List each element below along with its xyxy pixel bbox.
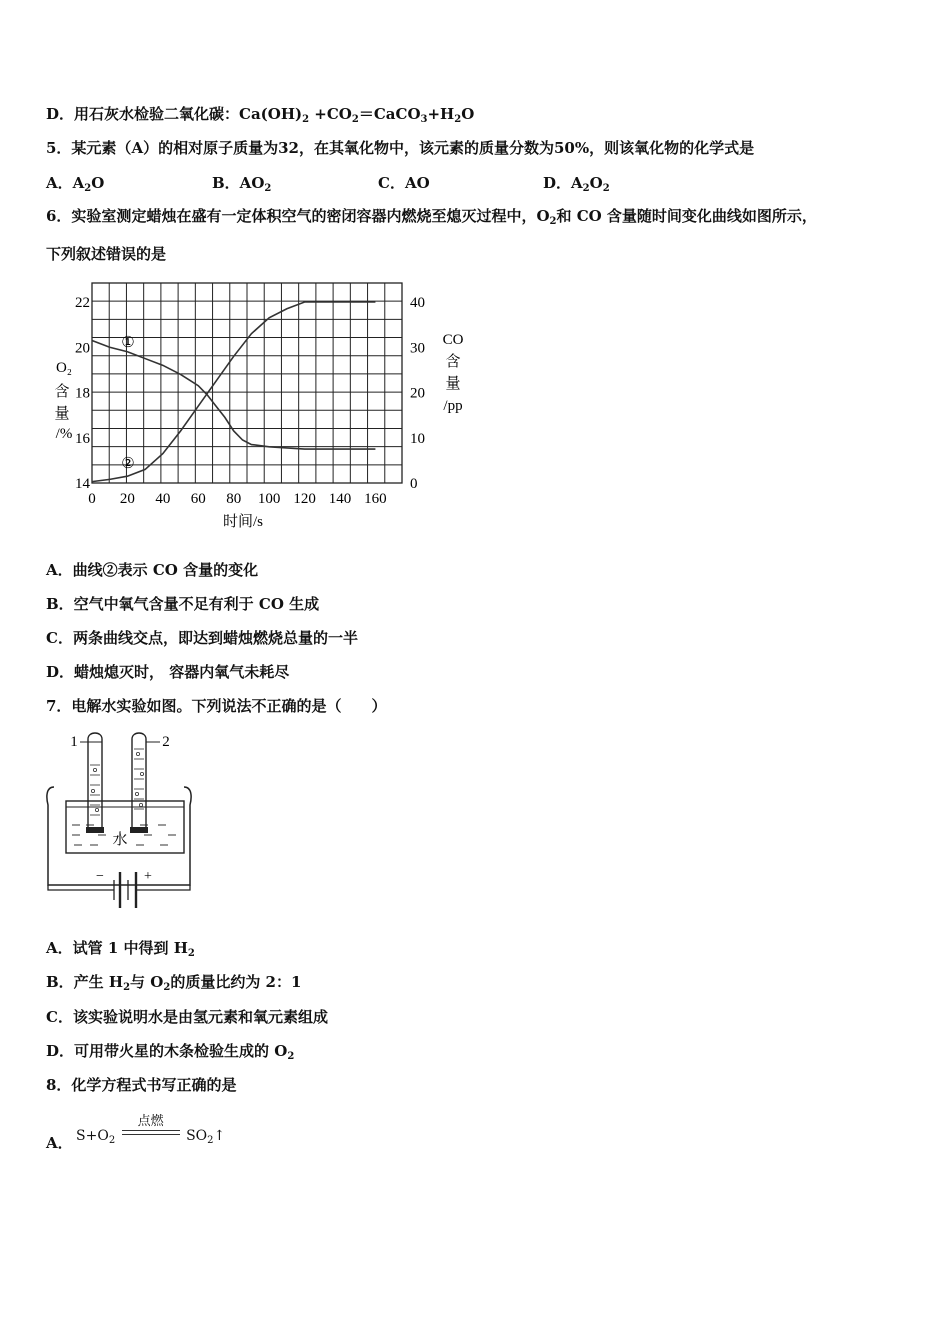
- y-left-tick-label: 22: [75, 295, 90, 311]
- o2-co-chart: [40, 270, 480, 540]
- q7-option-d: D．可用带火星的木条检验生成的 $O_2$: [46, 1042, 295, 1062]
- q7-option-c: C．该实验说明水是由氢元素和氧元素组成: [46, 1008, 328, 1026]
- electrolysis-apparatus-figure: [40, 725, 210, 915]
- x-tick-label: 20: [119, 491, 135, 507]
- q6-option-c: C．两条曲线交点，即达到蜡烛燃烧总量的一半: [46, 629, 358, 647]
- x-tick-label: 100: [257, 491, 281, 507]
- y-left-label-part: 量: [54, 406, 70, 422]
- q6-stem-line1: 6．实验室测定蜡烛在盛有一定体积空气的密闭容器内燃烧至熄灭过程中，$O_2$和 CO 含量随时间变化曲线如图所示，: [46, 207, 817, 227]
- q8-option-a-equation: $S+O_2$ 点燃 $SO_2↑$: [76, 1114, 226, 1146]
- tube-2-label: 2: [162, 734, 170, 750]
- y-right-label-part: 含: [445, 354, 461, 370]
- y-right-tick-label: 10: [410, 430, 425, 447]
- y-left-tick-label: 18: [75, 385, 90, 402]
- x-axis-label: 时间/s: [222, 514, 264, 530]
- y-right-tick-label: 30: [410, 340, 425, 357]
- q7-option-b: B．产生 $H_2$与 $O_2$的质量比约为 2：1: [46, 973, 302, 993]
- y-left-tick-label: 14: [75, 476, 90, 492]
- y-left-tick-label: 16: [75, 430, 90, 447]
- curve-1-marker: ①: [121, 335, 135, 351]
- q8-stem: 8．化学方程式书写正确的是: [46, 1076, 237, 1094]
- y-right-label-part: CO: [442, 332, 464, 348]
- y-left-label-part: /%: [55, 426, 73, 442]
- q5-option-d: D．$A_2O_2$: [543, 174, 610, 194]
- q6-stem-line2: 下列叙述错误的是: [46, 245, 167, 263]
- negative-terminal-label: −: [96, 869, 104, 884]
- tube-1-label: 1: [70, 734, 78, 750]
- x-tick-label: 80: [226, 491, 242, 507]
- y-left-axis-label: [54, 360, 72, 442]
- q5-option-b: B．$AO_2$: [212, 174, 272, 194]
- q7-stem: 7．电解水实验如图。下列说法不正确的是（ ）: [46, 697, 387, 715]
- water-label: 水: [112, 832, 128, 848]
- curve-2-marker: ②: [121, 456, 135, 472]
- x-tick-label: 120: [293, 491, 316, 507]
- q6-option-d: D．蜡烛熄灭时， 容器内氧气未耗尽: [46, 663, 290, 681]
- q5-option-c: C．AO: [378, 174, 430, 192]
- y-right-tick-label: 0: [410, 476, 418, 492]
- y-right-label-part: 量: [445, 376, 461, 392]
- y-left-label-part: 含: [54, 384, 70, 400]
- positive-terminal-label: +: [144, 869, 152, 884]
- x-tick-label: 40: [155, 491, 171, 507]
- x-tick-label: 60: [190, 491, 206, 507]
- x-tick-label: 160: [364, 491, 387, 507]
- q7-option-a: A．试管 1 中得到 $H_2$: [46, 939, 195, 959]
- q5-stem: 5．某元素（A）的相对原子质量为32，在其氧化物中，该元素的质量分数为50%，则该氧化物的化学式是: [46, 139, 755, 157]
- q6-option-a: A．曲线②表示 CO 含量的变化: [46, 561, 259, 579]
- q6-option-b: B．空气中氧气含量不足有利于 CO 生成: [46, 595, 320, 613]
- y-right-axis-label: [443, 332, 464, 414]
- x-tick-label: 0: [88, 491, 96, 507]
- y-right-label-part: /pp: [443, 398, 463, 414]
- y-left-label-part: O₂: [55, 360, 73, 376]
- reaction-condition: 点燃: [137, 1114, 164, 1129]
- y-right-tick-label: 20: [410, 385, 425, 402]
- q5-option-a: A．$A_2O$: [46, 174, 105, 194]
- y-right-tick-label: 40: [410, 295, 425, 311]
- x-tick-label: 140: [328, 491, 352, 507]
- q8-option-a-label: A．: [46, 1134, 73, 1152]
- q4-option-d: D．用石灰水检验二氧化碳：$Ca(OH)_2$ $+CO_2=CaCO_3+H_2O$: [46, 105, 475, 125]
- y-left-tick-label: 20: [75, 340, 90, 357]
